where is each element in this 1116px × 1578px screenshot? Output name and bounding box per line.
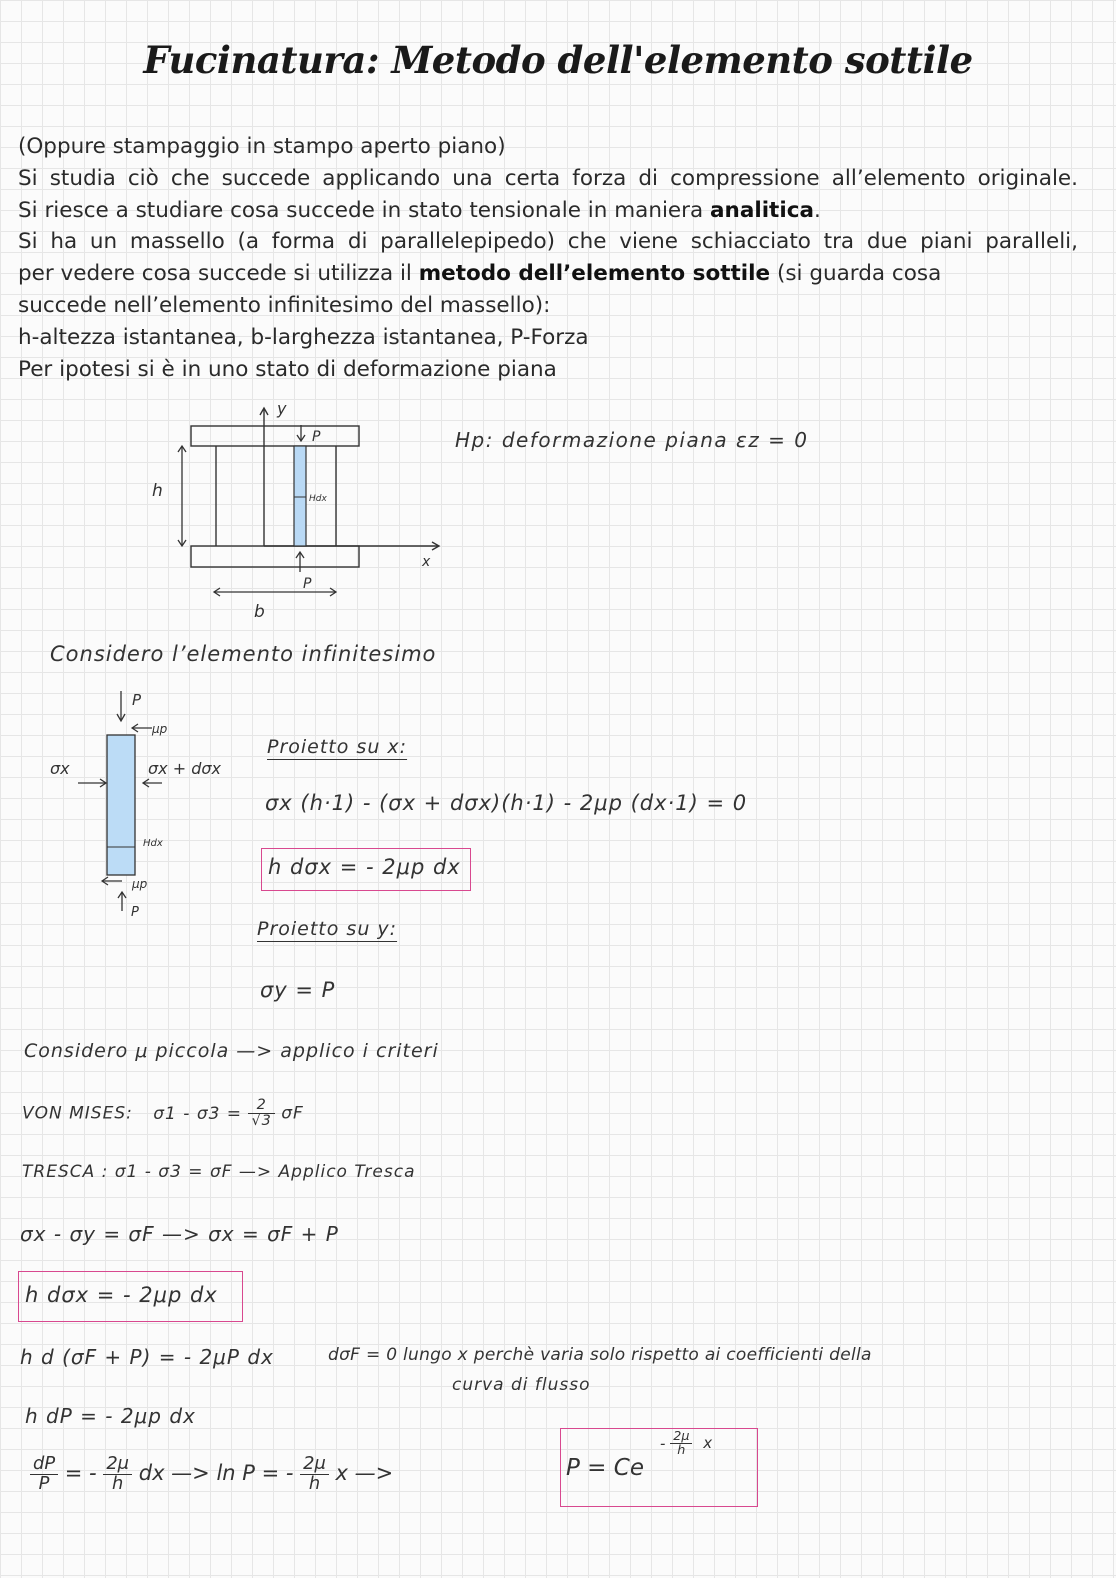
substitution-eq: σx - σy = σF —> σx = σF + P xyxy=(20,1222,339,1246)
diagram-workpiece xyxy=(140,395,460,625)
intro-line-6: succede nell’elemento infinitesimo del massello): xyxy=(18,292,551,318)
infinitesimal-element xyxy=(107,735,135,875)
intro-paragraph xyxy=(18,131,1078,385)
exp-x: x xyxy=(703,1434,713,1453)
criteri-boxed-text: h dσx = - 2μp dx xyxy=(25,1283,218,1307)
two-mu-den-2: h xyxy=(308,1472,321,1494)
intro-line-2: Si studia ciò che succede applicando una certa forza di compressione all’elemento originale. xyxy=(18,165,1078,191)
h-label: h xyxy=(152,481,163,501)
proietto-x-boxed-text: h dσx = - 2μp dx xyxy=(268,855,461,879)
considero-elemento: Considero l’elemento infinitesimo xyxy=(50,642,437,666)
proietto-x-equation: σx (h·1) - (σx + dσx)(h·1) - 2μp (dx·1) = 0 xyxy=(265,791,748,815)
dsigma-note-2: curva di flusso xyxy=(452,1375,591,1395)
intro-line-3-bold: analitica xyxy=(710,197,814,223)
von-mises-rhs: σF xyxy=(281,1103,304,1124)
von-mises-row xyxy=(22,1098,304,1129)
dp-over-p xyxy=(30,1455,58,1493)
exp-minus: - xyxy=(660,1434,666,1453)
y-axis-label: y xyxy=(277,399,287,418)
proietto-y-heading: Proietto su y: xyxy=(257,918,398,940)
intro-line-5-bold: metodo dell’elemento sottile xyxy=(418,261,771,287)
final-row xyxy=(30,1455,393,1493)
tresca-eq: : σ1 - σ3 = σF —> Applico Tresca xyxy=(101,1162,416,1182)
eq-hdp: h dP = - 2μp dx xyxy=(25,1404,196,1428)
final-exponent xyxy=(660,1430,712,1458)
tresca-label: TRESCA xyxy=(22,1162,96,1182)
intro-line-3-end: . xyxy=(813,197,821,223)
von-mises-den: √3 xyxy=(251,1113,272,1130)
dsigma-note-1: dσF = 0 lungo x perchè varia solo rispetto ai coefficienti della xyxy=(328,1345,872,1365)
mu-p-top-label: μp xyxy=(152,722,168,736)
tresca-row xyxy=(22,1162,416,1182)
bottom-plate xyxy=(191,546,359,567)
element-dx-label: Hdx xyxy=(309,494,327,504)
two-mu-over-h-1 xyxy=(103,1455,132,1493)
dp-den: P xyxy=(38,1472,50,1494)
thin-element xyxy=(294,446,306,546)
eq-hd: h d (σF + P) = - 2μP dx xyxy=(20,1345,274,1369)
two-mu-num-1: 2μ xyxy=(103,1455,132,1475)
intro-line-5-end: (si guarda cosa xyxy=(770,261,942,287)
intro-line-5 xyxy=(18,258,1078,290)
b-label: b xyxy=(254,602,265,622)
two-mu-num-2: 2μ xyxy=(300,1455,329,1475)
intro-line-5-text: per vedere cosa succede si utilizza il xyxy=(18,261,419,287)
von-mises-num: 2 xyxy=(248,1098,274,1114)
von-mises-lhs: σ1 - σ3 = xyxy=(153,1103,243,1124)
p-top-label: P xyxy=(312,429,321,445)
x-axis-label: x xyxy=(422,554,431,570)
intro-line-4: Si ha un massello (a forma di parallelepipedo) che viene schiacciato tra due piani paralleli, xyxy=(18,229,1078,255)
diagram-element xyxy=(40,685,250,925)
intro-line-3 xyxy=(18,195,1078,227)
intro-line-3-text: Si riesce a studiare cosa succede in stato tensionale in maniera xyxy=(18,197,710,223)
hp-note: Hp: deformazione piana εz = 0 xyxy=(455,428,809,452)
final-boxed-main: P = Ce xyxy=(566,1455,644,1481)
final-eq1: = - xyxy=(64,1461,97,1486)
sigma-x-label: σx xyxy=(50,759,70,778)
proietto-x-heading: Proietto su x: xyxy=(267,736,408,758)
intro-line-1: (Oppure stampaggio in stampo aperto piano) xyxy=(18,134,506,159)
von-mises-fraction xyxy=(248,1098,274,1129)
exp-fraction xyxy=(670,1430,692,1458)
mu-p-bottom-label: μp xyxy=(132,877,148,891)
two-mu-over-h-2 xyxy=(300,1455,329,1493)
p-bottom-label: P xyxy=(131,905,139,920)
p-top-label: P xyxy=(132,691,142,709)
top-plate xyxy=(191,426,359,446)
element-dx-label: Hdx xyxy=(143,838,163,849)
dp-num: dP xyxy=(30,1455,58,1475)
sigma-x-dx-label: σx + dσx xyxy=(148,759,221,778)
intro-line-7: h-altezza istantanea, b-larghezza istantanea, P-Forza xyxy=(18,324,589,350)
exp-den: h xyxy=(677,1443,686,1459)
final-x-arrow: x —> xyxy=(335,1461,394,1486)
intro-line-8: Per ipotesi si è in uno stato di deformazione piana xyxy=(18,356,557,382)
two-mu-den-1: h xyxy=(112,1472,124,1494)
page-title: Fucinatura: Metodo dell'elemento sottile xyxy=(143,38,973,82)
p-bottom-label: P xyxy=(303,576,312,592)
final-dx-arrow: dx —> ln P = - xyxy=(138,1461,294,1486)
criteri-intro: Considero μ piccola —> applico i criteri xyxy=(24,1040,439,1062)
final-boxed-content xyxy=(566,1455,644,1481)
proietto-y-equation: σy = P xyxy=(260,978,336,1002)
von-mises-label: VON MISES: xyxy=(22,1103,133,1124)
exp-num: 2μ xyxy=(670,1430,692,1444)
